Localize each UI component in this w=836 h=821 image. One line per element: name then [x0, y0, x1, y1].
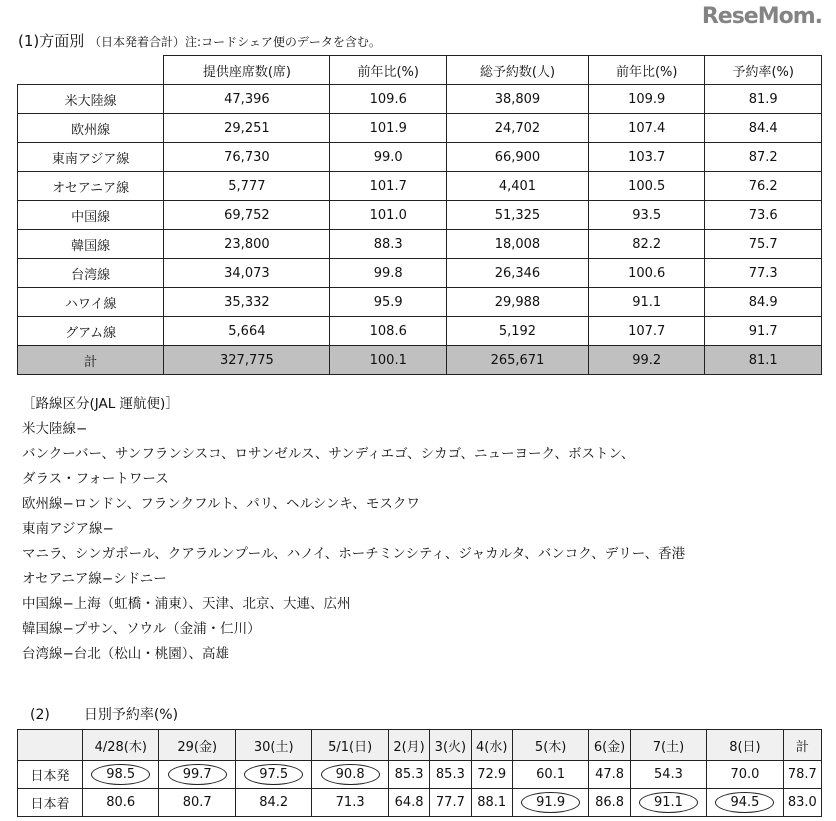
header-row	[18, 730, 822, 761]
note-line: バンクーバー、サンフランシスコ、ロサンゼルス、サンディエゴ、シカゴ、ニューヨーク、ボストン、	[22, 446, 635, 462]
section2-title	[30, 704, 178, 724]
rate-value: 80.7	[182, 795, 212, 810]
table-cell: 101.9	[330, 114, 447, 143]
rate-cell	[159, 761, 235, 789]
date-header: 5(木)	[512, 730, 588, 761]
table-cell: 100.1	[330, 346, 447, 375]
table-row	[18, 789, 822, 817]
date-header: 4/28(木)	[83, 730, 159, 761]
table-cell: 26,346	[446, 259, 588, 288]
table-cell: 265,671	[446, 346, 588, 375]
table-cell: 103.7	[588, 143, 705, 172]
column-header: 前年比(%)	[588, 56, 705, 85]
date-header: 4(水)	[471, 730, 512, 761]
note-line: 米大陸線−	[22, 421, 88, 437]
table-cell: 101.7	[330, 172, 447, 201]
column-header: 提供座席数(席)	[164, 56, 330, 85]
date-header: 29(金)	[159, 730, 235, 761]
table-cell: 75.7	[705, 230, 822, 259]
row-label: 日本発	[18, 761, 83, 789]
rate-cell	[430, 789, 471, 817]
date-header: 7(土)	[630, 730, 706, 761]
rate-cell	[83, 789, 159, 817]
route-notes	[22, 392, 685, 667]
row-label: 日本着	[18, 789, 83, 817]
table-cell: 38,809	[446, 85, 588, 114]
table-cell: 35,332	[164, 288, 330, 317]
rate-value: 94.5	[715, 792, 774, 813]
date-header: 3(火)	[430, 730, 471, 761]
rate-cell	[630, 761, 706, 789]
rate-cell	[430, 761, 471, 789]
rate-value: 70.0	[730, 767, 760, 782]
rate-cell	[707, 761, 783, 789]
rate-cell	[471, 789, 512, 817]
table-row	[18, 317, 822, 346]
rate-value: 64.8	[394, 795, 424, 810]
rate-value: 72.9	[477, 767, 507, 782]
table-cell: 91.7	[705, 317, 822, 346]
table-cell: 91.1	[588, 288, 705, 317]
table-cell: 82.2	[588, 230, 705, 259]
note-line: 韓国線−プサン、ソウル（金浦・仁川）	[22, 621, 261, 637]
rate-cell	[159, 789, 235, 817]
table-cell: 51,325	[446, 201, 588, 230]
table-row	[18, 172, 822, 201]
rate-value: 80.6	[106, 795, 136, 810]
table-cell: 84.4	[705, 114, 822, 143]
total-row	[18, 346, 822, 375]
rate-cell	[235, 761, 311, 789]
route-name: 計	[18, 346, 164, 375]
rate-cell	[388, 789, 429, 817]
column-header: 前年比(%)	[330, 56, 447, 85]
route-name: グアム線	[18, 317, 164, 346]
route-name: ハワイ線	[18, 288, 164, 317]
table-cell: 34,073	[164, 259, 330, 288]
rate-value: 85.3	[435, 767, 465, 782]
rate-cell	[83, 761, 159, 789]
route-name: 中国線	[18, 201, 164, 230]
column-header: 予約率(%)	[705, 56, 822, 85]
date-header: 30(土)	[235, 730, 311, 761]
rate-cell	[783, 761, 821, 789]
rate-value: 78.7	[787, 767, 817, 782]
table-row	[18, 201, 822, 230]
table-cell: 87.2	[705, 143, 822, 172]
rate-value: 90.8	[321, 764, 380, 785]
rate-value: 99.7	[168, 764, 227, 785]
watermark-logo: ReseMom.	[701, 4, 822, 29]
daily-rate-table	[17, 729, 822, 817]
rate-value: 91.1	[639, 792, 698, 813]
note-line: マニラ、シンガポール、クアラルンプール、ハノイ、ホーチミンシティ、ジャカルタ、バンコク、デリー、香港	[22, 546, 686, 562]
rate-cell	[388, 761, 429, 789]
title-text: (1)方面別	[18, 32, 85, 50]
rate-cell	[589, 789, 630, 817]
table-cell: 99.2	[588, 346, 705, 375]
table-row	[18, 85, 822, 114]
rate-value: 77.7	[435, 795, 465, 810]
section-number: (2)	[30, 707, 50, 723]
table-cell: 76.2	[705, 172, 822, 201]
rate-value: 54.3	[653, 767, 683, 782]
section1-title	[18, 30, 381, 51]
table-cell: 73.6	[705, 201, 822, 230]
table-cell: 101.0	[330, 201, 447, 230]
table-cell: 95.9	[330, 288, 447, 317]
table-cell: 5,777	[164, 172, 330, 201]
date-header: 6(金)	[589, 730, 630, 761]
table-cell: 100.6	[588, 259, 705, 288]
table-row	[18, 143, 822, 172]
table-cell: 5,664	[164, 317, 330, 346]
rate-cell	[630, 789, 706, 817]
table-cell: 29,988	[446, 288, 588, 317]
route-name: 欧州線	[18, 114, 164, 143]
rate-cell	[512, 789, 588, 817]
rate-value: 91.9	[521, 792, 580, 813]
date-header: 計	[783, 730, 821, 761]
table-cell: 100.5	[588, 172, 705, 201]
rate-cell	[783, 789, 821, 817]
table-cell: 107.4	[588, 114, 705, 143]
rate-value: 84.2	[259, 795, 289, 810]
table-cell: 77.3	[705, 259, 822, 288]
table-row	[18, 259, 822, 288]
table-cell: 107.7	[588, 317, 705, 346]
date-header: 2(月)	[388, 730, 429, 761]
rate-value: 71.3	[335, 795, 365, 810]
rate-cell	[512, 761, 588, 789]
blank-header	[18, 730, 83, 761]
note-line: 欧州線−ロンドン、フランクフルト、パリ、ヘルシンキ、モスクワ	[22, 496, 420, 512]
rate-value: 86.8	[595, 795, 625, 810]
route-name: オセアニア線	[18, 172, 164, 201]
date-header: 5/1(日)	[312, 730, 388, 761]
route-table	[17, 55, 822, 375]
route-name: 台湾線	[18, 259, 164, 288]
table-cell: 23,800	[164, 230, 330, 259]
table-cell: 18,008	[446, 230, 588, 259]
rate-value: 98.5	[91, 764, 150, 785]
rate-cell	[312, 789, 388, 817]
table-row	[18, 230, 822, 259]
rate-cell	[471, 761, 512, 789]
table-cell: 69,752	[164, 201, 330, 230]
table-cell: 109.9	[588, 85, 705, 114]
rate-value: 60.1	[536, 767, 566, 782]
blank-header	[18, 56, 164, 85]
table-row	[18, 761, 822, 789]
note-line: 台湾線−台北（松山・桃園）、高雄	[22, 646, 230, 662]
table-cell: 66,900	[446, 143, 588, 172]
table-cell: 108.6	[330, 317, 447, 346]
column-header: 総予約数(人)	[446, 56, 588, 85]
date-header: 8(日)	[707, 730, 783, 761]
table-cell: 4,401	[446, 172, 588, 201]
rate-cell	[312, 761, 388, 789]
note-line: ダラス・フォートワース	[22, 471, 169, 487]
route-name: 韓国線	[18, 230, 164, 259]
table-cell: 327,775	[164, 346, 330, 375]
rate-value: 88.1	[477, 795, 507, 810]
table-cell: 93.5	[588, 201, 705, 230]
rate-value: 83.0	[787, 795, 817, 810]
table-cell: 81.1	[705, 346, 822, 375]
title-text: 日別予約率(%)	[83, 707, 179, 723]
table-cell: 29,251	[164, 114, 330, 143]
table-cell: 88.3	[330, 230, 447, 259]
table-cell: 76,730	[164, 143, 330, 172]
table-cell: 47,396	[164, 85, 330, 114]
rate-cell	[589, 761, 630, 789]
table-row	[18, 288, 822, 317]
rate-value: 47.8	[595, 767, 625, 782]
note-line: オセアニア線−シドニー	[22, 571, 167, 587]
rate-cell	[235, 789, 311, 817]
table-row	[18, 114, 822, 143]
note-line: 東南アジア線−	[22, 521, 114, 537]
rate-value: 85.3	[394, 767, 424, 782]
table-cell: 109.6	[330, 85, 447, 114]
table-cell: 99.0	[330, 143, 447, 172]
table-cell: 5,192	[446, 317, 588, 346]
table-cell: 99.8	[330, 259, 447, 288]
rate-value: 97.5	[244, 764, 303, 785]
note-line: 中国線−上海（虹橋・浦東）、天津、北京、大連、広州	[22, 596, 351, 612]
note-line: ［路線区分(JAL 運航便)］	[22, 396, 179, 412]
route-name: 米大陸線	[18, 85, 164, 114]
rate-cell	[707, 789, 783, 817]
table-cell: 24,702	[446, 114, 588, 143]
route-name: 東南アジア線	[18, 143, 164, 172]
table-cell: 84.9	[705, 288, 822, 317]
table-cell: 81.9	[705, 85, 822, 114]
subtitle-text: （日本発着合計）注:コードシェア便のデータを含む。	[89, 35, 381, 49]
